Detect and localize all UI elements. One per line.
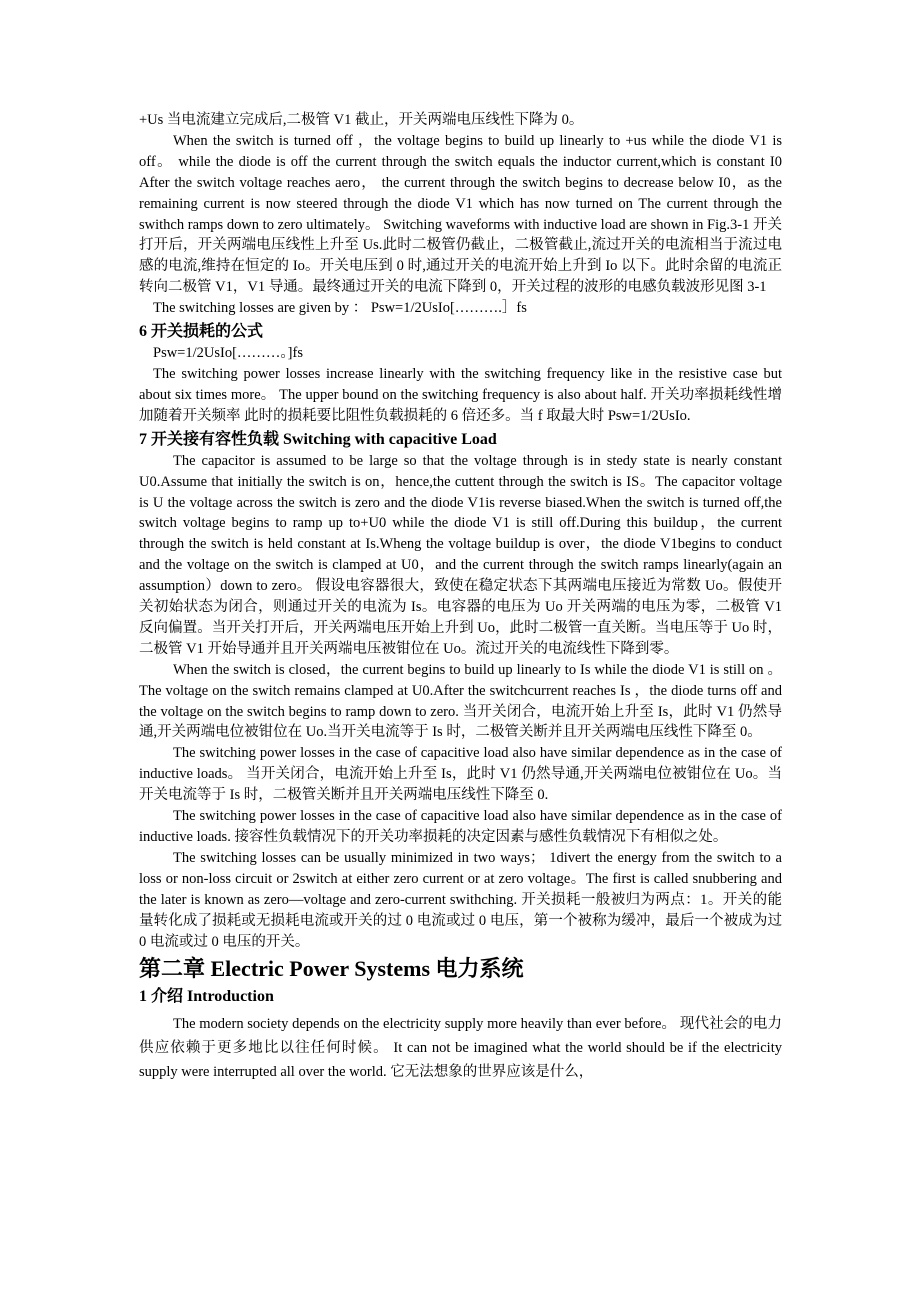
paragraph: The switching losses are given by ： Psw=1/2UsIo[……….］fs bbox=[153, 300, 527, 317]
paragraph: The capacitor is assumed to be large so that the voltage through is in stedy state is nearly constant U0.Assume that initially the switch is on，hence,the cuttent through the switch is IS。The capacitor voltage is U the voltage across the switch is zero and the diode V1is reverse biased.When the switch is turned off,the switch voltage begins to ramp up to+U0 while the diode V1 is still off.During this buildup，the current through the switch is held constant at Is.Wheng the voltage buildup is over，the diode V1begins to conduct and the voltage on the switch is clamped at U0，and the current through the switch ramps linearly(again an assumption）down to zero。 假设电容器很大，致使在稳定状态下其两端电压接近为常数 Uo。假使开关初始状态为闭合，则通过开关的电流为 Is。电容器的电压为 Uo 开关两端的电压为零，二极管 V1 反向偏置。当开关打开后，开关两端电压开始上升到 Uo，此时二极管一直关断。当电压等于 Uo 时，二极管 V1 开始导通并且开关两端电压被钳位在 Uo。流过开关的电流线性下降到零。 bbox=[139, 452, 782, 657]
paragraph: When the switch is closed，the current begins to build up linearly to Is while the diode V1 is still on 。The voltage on the switch remains clamped at U0.After the switchcurrent reaches Is ，the diode turns off and the voltage on the switch begins to ramp down to zero. 当开关闭合，电流开始上升至 Is，此时 V1 仍然导通,开关两端电位被钳位在 Uo.当开关电流等于 Is 时，二极管关断并且开关两端电压线性下降至 0。 bbox=[139, 661, 782, 741]
paragraph: The switching power losses increase linearly with the switching frequency like in the resistive case but about six times more。 The upper bound on the switching frequency is also about half. 开关功率损耗线性增加随着开关频率 此时的损耗要比阻性负载损耗的 6 倍还多。当 f 取最大时 Psw=1/2UsIo. bbox=[139, 365, 782, 424]
paragraph: Psw=1/2UsIo[………。]fs bbox=[153, 345, 303, 362]
paragraph: +Us 当电流建立完成后,二极管 V1 截止，开关两端电压线性下降为 0。 bbox=[139, 112, 584, 128]
paragraph: The switching power losses in the case of capacitive load also have similar dependence as in the case of inductive loads。 当开关闭合，电流开始上升至 Is，此时 V1 仍然导通,开关两端电位被钳位在 Uo。当开关电流等于 Is 时，二极管关断并且开关两端电压线性下降至 0. bbox=[139, 745, 782, 804]
section-heading: 7 开关接有容性负载 Switching with capacitive Load bbox=[139, 430, 497, 448]
section-heading: 1 介绍 Introduction bbox=[139, 988, 274, 1006]
paragraph: The switching losses can be usually minimized in two ways； 1divert the energy from the switch to a loss or non-loss circuit or 2switch at either zero current or at zero voltage。The first is called snubbering and the later is known as zero—voltage and zero-current swithching. 开关损耗一般被归为两点：1。开关的能量转化成了损耗或无损耗电流或开关的过 0 电流或过 0 电压，第一个被称为缓冲，最后一个被成为过 0 电流或过 0 电压的开关。 bbox=[139, 849, 782, 950]
section-heading: 6 开关损耗的公式 bbox=[139, 323, 264, 341]
paragraph: When the switch is turned off ，the voltage begins to build up linearly to +us while the diode V1 is off。 while the diode is off the current through the switch equals the inductor current,which is constant I0 After the switch voltage reaches aero， the current through the switch begins to decrease below I0，as the remaining current is now steered through the diode V1 which has now turned on The current through the swithch ramps down to zero ultimately。 Switching waveforms with inductive load are shown in Fig.3-1 开关打开后，开关两端电压线性上升至 Us.此时二极管仍截止，二极管截止,流过开关的电流相当于流过电感的电流,维持在恒定的 Io。开关电压到 0 时,通过开关的电流开始上升到 Io 以下。此时余留的电流正转向二极管 V1，V1 导通。最终通过开关的电流下降到 0，开关过程的波形的电感负载波形见图 3-1 bbox=[139, 132, 782, 296]
document-body bbox=[139, 110, 782, 1084]
chapter-heading: 第二章 Electric Power Systems 电力系统 bbox=[139, 956, 524, 982]
paragraph: The modern society depends on the electricity supply more heavily than ever before。 现代社会的电力供应依赖于更多地比以往任何时候。 It can not be imagined what the world should be if the electricity supply were interrupted all over the world. 它无法想象的世界应该是什么， bbox=[139, 1016, 782, 1081]
paragraph: The switching power losses in the case of capacitive load also have similar dependence as in the case of inductive loads. 接容性负载情况下的开关功率损耗的决定因素与感性负载情况下有相似之处。 bbox=[139, 808, 782, 845]
